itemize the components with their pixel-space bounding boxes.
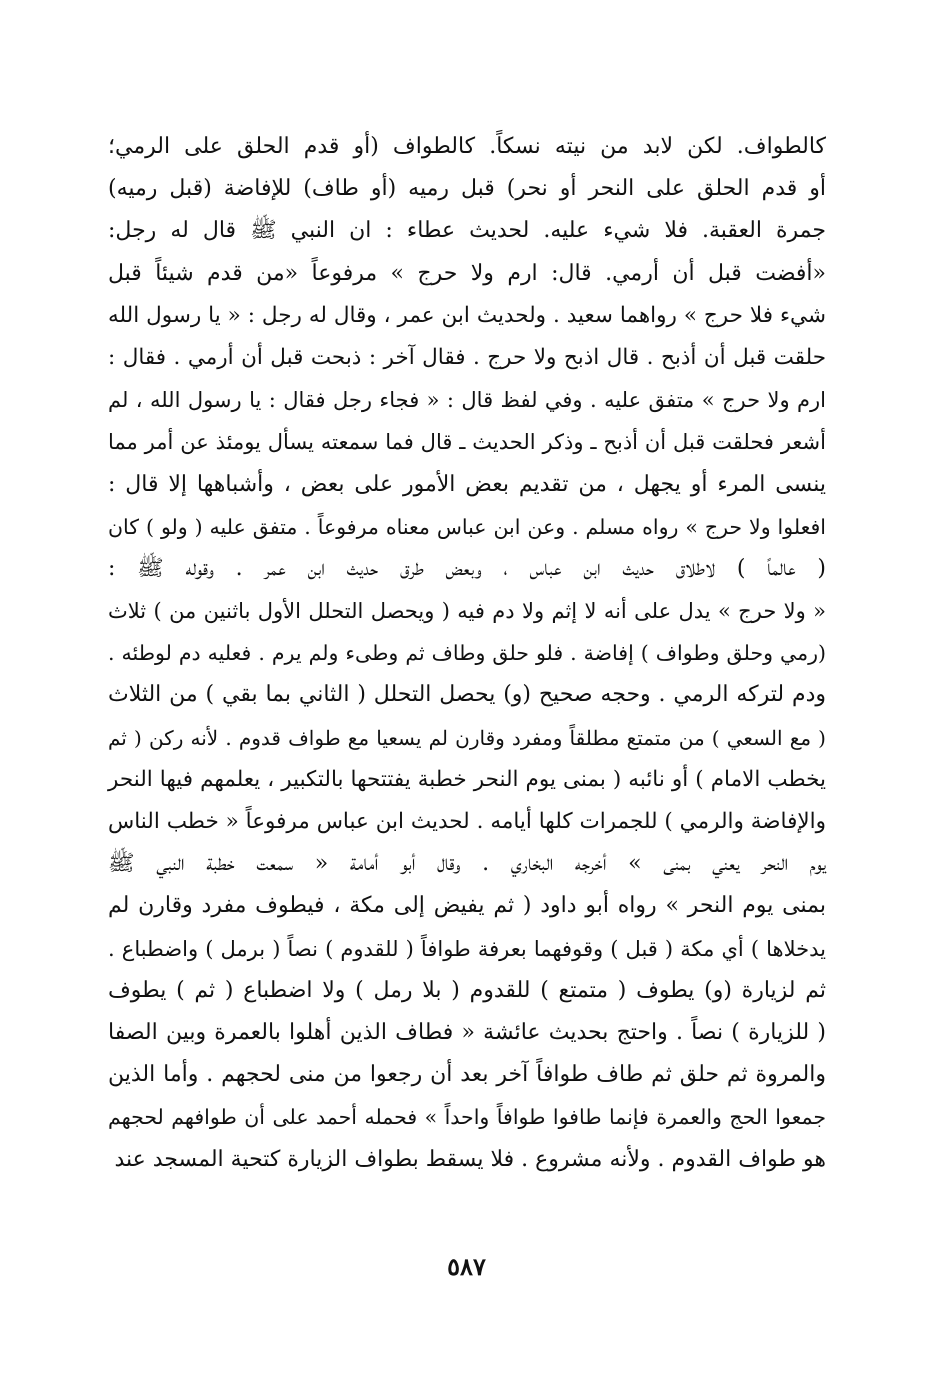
text-line: هو طواف القدوم . ولأنه مشروع . فلا يسقط بطواف الزيارة كتحية المسجد عند xyxy=(114,1146,826,1172)
text-line: جمعوا الحج والعمرة فإنما طافوا طوافاً واحداً » فحمله أحمد على أن طوافهم لحجهم xyxy=(108,1105,826,1130)
text-line: يدخلاها ) أي مكة ( قبل ) وقوفهما بعرفة طوافاً ( للقدوم ) نصاً ( برمل ) واضطباع . xyxy=(108,936,826,961)
text-line: (رمي وحلق وطواف ) إفاضة . فلو حلق وطاف ثم وطىء ولم يرم . فعليه دم لوطئه . xyxy=(108,641,826,666)
text-line: ينسى المرء أو يجهل ، من تقديم بعض الأمور على بعض ، وأشباهها إلا قال : xyxy=(108,471,826,497)
text-line: ( مع السعي ) من متمتع مطلقاً ومفرد وقارن لم يسعيا مع طواف قدوم . لأنه ركن ( ثم xyxy=(108,725,826,750)
text-line: والمروة ثم حلق ثم طاف طوافاً آخر بعد أن رجعوا من منى لحجهم . وأما الذين xyxy=(108,1062,826,1088)
text-line: افعلوا ولا حرج » رواه مسلم . وعن ابن عباس معناه مرفوعاً . متفق عليه ( ولو ) كان xyxy=(108,514,826,539)
text-line: ثم لزيارة (و) يطوف ( متمتع ) للقدوم ( بلا رمل ) ولا اضطباع ( ثم ) يطوف xyxy=(108,977,826,1003)
text-line: حلقت قبل أن أذبح . قال اذبح ولا حرج . فقال آخر : ذبحت قبل أن أرمي . فقال : xyxy=(108,344,826,370)
text-line: كالطواف. لكن لابد من نيته نسكاً. كالطواف (أو قدم الحلق على الرمي؛ xyxy=(108,134,826,159)
text-line: يوم النحر يعني بمنى » أخرجه البخاري . وقال أبو أمامة « سمعت خطبة النبي ﷺ xyxy=(108,851,827,877)
text-line: ودم لتركه الرمي . وحجه صحيح (و) يحصل التحلل ( الثاني بما بقي ) من الثلاث xyxy=(108,682,826,708)
text-line: بمنى يوم النحر » رواه أبو داود ( ثم يفيض إلى مكة ، فيطوف مفرد وقارن لم xyxy=(108,893,826,919)
text-line: « ولا حرج » يدل على أنه لا إثم ولا دم فيه ( ويحصل التحلل الأول باثنين من ) ثلاث xyxy=(108,599,826,624)
text-line: ( عالماً ) لاطلاق حديث ابن عباس ، وبعض طرق حديث ابن عمر . وقوله ﷺ : xyxy=(108,555,826,581)
text-line: ( للزيارة ) نصاً . واحتج بحديث عائشة « فطاف الذين أهلوا بالعمرة وبين الصفا xyxy=(108,1019,826,1045)
text-line: والإفاضة والرمي ) للجمرات كلها أيامه . لحديث ابن عباس مرفوعاً « خطب الناس xyxy=(108,809,826,834)
text-line: يخطب الامام ) أو نائبه ( بمنى يوم النحر خطبة يفتتحها بالتكبير ، يعلمهم فيها النحر xyxy=(108,766,826,792)
text-line: «أفضت قبل أن أرمي. قال: ارم ولا حرج » مرفوعاً «من قدم شيئاً قبل xyxy=(108,260,826,286)
text-line: أو قدم الحلق على النحر أو نحر) قبل رميه (أو طاف) للإفاضة (قبل رميه) xyxy=(108,176,826,202)
text-line: ارم ولا حرج » متفق عليه . وفي لفظ قال : « فجاء رجل فقال : يا رسول الله ، لم xyxy=(108,388,826,413)
text-line: أشعر فحلقت قبل أن أذبح ـ وذكر الحديث ـ قال فما سمعته يسأل يومئذ عن أمر مما xyxy=(108,430,826,455)
page-number: ٥٨٧ xyxy=(447,1252,486,1281)
body-text xyxy=(108,126,826,1181)
text-line: شيء فلا حرج » رواهما سعيد . ولحديث ابن عمر ، وقال له رجل : « يا رسول الله xyxy=(108,302,826,328)
text-line: جمرة العقبة. فلا شيء عليه. لحديث عطاء : ان النبي ﷺ قال له رجل: xyxy=(108,218,826,244)
